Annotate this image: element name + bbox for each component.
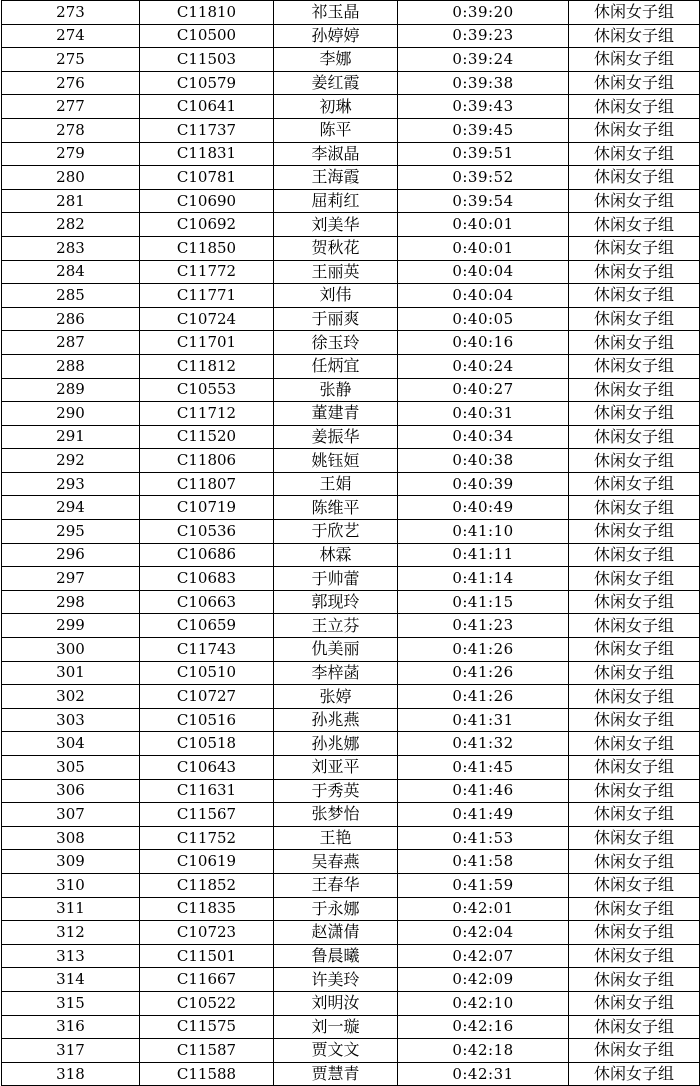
rank-cell: 302: [2, 685, 140, 709]
bib-number-cell: C10518: [140, 732, 274, 756]
finish-time-cell: 0:39:51: [398, 142, 569, 166]
group-cell: 休闲女子组: [569, 826, 700, 850]
table-row: [2, 1039, 700, 1063]
bib-number-cell: C11806: [140, 449, 274, 473]
table-row: [2, 189, 700, 213]
rank-cell: 318: [2, 1062, 140, 1086]
group-cell: 休闲女子组: [569, 71, 700, 95]
finish-time-cell: 0:40:01: [398, 213, 569, 237]
rank-cell: 297: [2, 567, 140, 591]
finish-time-cell: 0:41:14: [398, 567, 569, 591]
bib-number-cell: C11567: [140, 803, 274, 827]
rank-cell: 314: [2, 968, 140, 992]
group-cell: 休闲女子组: [569, 590, 700, 614]
rank-cell: 288: [2, 354, 140, 378]
group-cell: 休闲女子组: [569, 921, 700, 945]
group-cell: 休闲女子组: [569, 284, 700, 308]
runner-name-cell: 徐玉玲: [274, 331, 398, 355]
bib-number-cell: C10723: [140, 921, 274, 945]
table-row: [2, 425, 700, 449]
table-row: [2, 1062, 700, 1086]
runner-name-cell: 仇美丽: [274, 638, 398, 662]
group-cell: 休闲女子组: [569, 260, 700, 284]
runner-name-cell: 姜红霞: [274, 71, 398, 95]
bib-number-cell: C10553: [140, 378, 274, 402]
rank-cell: 280: [2, 166, 140, 190]
group-cell: 休闲女子组: [569, 48, 700, 72]
table-row: [2, 1015, 700, 1039]
runner-name-cell: 陈平: [274, 118, 398, 142]
bib-number-cell: C11771: [140, 284, 274, 308]
bib-number-cell: C11743: [140, 638, 274, 662]
bib-number-cell: C11520: [140, 425, 274, 449]
bib-number-cell: C10781: [140, 166, 274, 190]
runner-name-cell: 贺秋花: [274, 236, 398, 260]
rank-cell: 315: [2, 991, 140, 1015]
rank-cell: 276: [2, 71, 140, 95]
bib-number-cell: C10510: [140, 661, 274, 685]
finish-time-cell: 0:39:52: [398, 166, 569, 190]
bib-number-cell: C10516: [140, 708, 274, 732]
runner-name-cell: 王丽英: [274, 260, 398, 284]
group-cell: 休闲女子组: [569, 567, 700, 591]
runner-name-cell: 刘伟: [274, 284, 398, 308]
runner-name-cell: 于秀英: [274, 779, 398, 803]
finish-time-cell: 0:40:04: [398, 284, 569, 308]
table-row: [2, 968, 700, 992]
group-cell: 休闲女子组: [569, 449, 700, 473]
rank-cell: 284: [2, 260, 140, 284]
runner-name-cell: 李梓菡: [274, 661, 398, 685]
runner-name-cell: 吴春燕: [274, 850, 398, 874]
bib-number-cell: C11772: [140, 260, 274, 284]
table-row: [2, 826, 700, 850]
group-cell: 休闲女子组: [569, 968, 700, 992]
table-row: [2, 803, 700, 827]
finish-time-cell: 0:39:38: [398, 71, 569, 95]
table-row: [2, 378, 700, 402]
table-row: [2, 118, 700, 142]
bib-number-cell: C10643: [140, 756, 274, 780]
rank-cell: 293: [2, 472, 140, 496]
group-cell: 休闲女子组: [569, 354, 700, 378]
table-row: [2, 873, 700, 897]
finish-time-cell: 0:42:07: [398, 944, 569, 968]
group-cell: 休闲女子组: [569, 189, 700, 213]
group-cell: 休闲女子组: [569, 307, 700, 331]
bib-number-cell: C11701: [140, 331, 274, 355]
group-cell: 休闲女子组: [569, 1039, 700, 1063]
results-table-body: [2, 1, 700, 1086]
finish-time-cell: 0:42:18: [398, 1039, 569, 1063]
table-row: [2, 567, 700, 591]
table-row: [2, 897, 700, 921]
bib-number-cell: C10641: [140, 95, 274, 119]
group-cell: 休闲女子组: [569, 236, 700, 260]
finish-time-cell: 0:39:23: [398, 24, 569, 48]
rank-cell: 301: [2, 661, 140, 685]
finish-time-cell: 0:41:26: [398, 685, 569, 709]
table-row: [2, 614, 700, 638]
bib-number-cell: C11712: [140, 402, 274, 426]
bib-number-cell: C10659: [140, 614, 274, 638]
finish-time-cell: 0:42:16: [398, 1015, 569, 1039]
runner-name-cell: 郭现玲: [274, 590, 398, 614]
table-row: [2, 779, 700, 803]
rank-cell: 282: [2, 213, 140, 237]
finish-time-cell: 0:41:23: [398, 614, 569, 638]
table-row: [2, 685, 700, 709]
runner-name-cell: 刘美华: [274, 213, 398, 237]
runner-name-cell: 贾文文: [274, 1039, 398, 1063]
rank-cell: 317: [2, 1039, 140, 1063]
runner-name-cell: 陈维平: [274, 496, 398, 520]
rank-cell: 316: [2, 1015, 140, 1039]
group-cell: 休闲女子组: [569, 331, 700, 355]
runner-name-cell: 贾慧青: [274, 1062, 398, 1086]
group-cell: 休闲女子组: [569, 803, 700, 827]
table-row: [2, 449, 700, 473]
group-cell: 休闲女子组: [569, 472, 700, 496]
runner-name-cell: 初琳: [274, 95, 398, 119]
bib-number-cell: C11503: [140, 48, 274, 72]
rank-cell: 279: [2, 142, 140, 166]
finish-time-cell: 0:40:34: [398, 425, 569, 449]
rank-cell: 298: [2, 590, 140, 614]
rank-cell: 278: [2, 118, 140, 142]
group-cell: 休闲女子组: [569, 425, 700, 449]
bib-number-cell: C10692: [140, 213, 274, 237]
runner-name-cell: 张静: [274, 378, 398, 402]
rank-cell: 273: [2, 1, 140, 25]
bib-number-cell: C10724: [140, 307, 274, 331]
finish-time-cell: 0:41:10: [398, 520, 569, 544]
runner-name-cell: 于永娜: [274, 897, 398, 921]
group-cell: 休闲女子组: [569, 756, 700, 780]
finish-time-cell: 0:41:26: [398, 638, 569, 662]
table-row: [2, 142, 700, 166]
table-row: [2, 71, 700, 95]
table-row: [2, 520, 700, 544]
group-cell: 休闲女子组: [569, 402, 700, 426]
table-row: [2, 236, 700, 260]
group-cell: 休闲女子组: [569, 661, 700, 685]
runner-name-cell: 姚钰姮: [274, 449, 398, 473]
bib-number-cell: C10663: [140, 590, 274, 614]
rank-cell: 310: [2, 873, 140, 897]
runner-name-cell: 刘一璇: [274, 1015, 398, 1039]
rank-cell: 303: [2, 708, 140, 732]
rank-cell: 295: [2, 520, 140, 544]
group-cell: 休闲女子组: [569, 944, 700, 968]
table-row: [2, 1, 700, 25]
rank-cell: 309: [2, 850, 140, 874]
table-row: [2, 732, 700, 756]
finish-time-cell: 0:39:20: [398, 1, 569, 25]
finish-time-cell: 0:40:49: [398, 496, 569, 520]
finish-time-cell: 0:40:27: [398, 378, 569, 402]
finish-time-cell: 0:42:09: [398, 968, 569, 992]
group-cell: 休闲女子组: [569, 1, 700, 25]
results-table: [1, 0, 700, 1086]
group-cell: 休闲女子组: [569, 543, 700, 567]
group-cell: 休闲女子组: [569, 24, 700, 48]
table-row: [2, 472, 700, 496]
finish-time-cell: 0:40:04: [398, 260, 569, 284]
finish-time-cell: 0:41:15: [398, 590, 569, 614]
bib-number-cell: C11501: [140, 944, 274, 968]
runner-name-cell: 孙兆娜: [274, 732, 398, 756]
rank-cell: 283: [2, 236, 140, 260]
rank-cell: 291: [2, 425, 140, 449]
runner-name-cell: 于帅蕾: [274, 567, 398, 591]
rank-cell: 290: [2, 402, 140, 426]
finish-time-cell: 0:41:31: [398, 708, 569, 732]
runner-name-cell: 王春华: [274, 873, 398, 897]
table-row: [2, 543, 700, 567]
table-row: [2, 48, 700, 72]
finish-time-cell: 0:41:11: [398, 543, 569, 567]
table-row: [2, 661, 700, 685]
bib-number-cell: C10579: [140, 71, 274, 95]
rank-cell: 305: [2, 756, 140, 780]
runner-name-cell: 李淑晶: [274, 142, 398, 166]
bib-number-cell: C11588: [140, 1062, 274, 1086]
group-cell: 休闲女子组: [569, 991, 700, 1015]
runner-name-cell: 张梦怡: [274, 803, 398, 827]
bib-number-cell: C10686: [140, 543, 274, 567]
group-cell: 休闲女子组: [569, 897, 700, 921]
finish-time-cell: 0:39:54: [398, 189, 569, 213]
group-cell: 休闲女子组: [569, 685, 700, 709]
bib-number-cell: C10690: [140, 189, 274, 213]
rank-cell: 285: [2, 284, 140, 308]
finish-time-cell: 0:42:10: [398, 991, 569, 1015]
table-row: [2, 166, 700, 190]
bib-number-cell: C10719: [140, 496, 274, 520]
runner-name-cell: 王艳: [274, 826, 398, 850]
table-row: [2, 496, 700, 520]
rank-cell: 308: [2, 826, 140, 850]
bib-number-cell: C11812: [140, 354, 274, 378]
group-cell: 休闲女子组: [569, 118, 700, 142]
group-cell: 休闲女子组: [569, 873, 700, 897]
table-row: [2, 24, 700, 48]
finish-time-cell: 0:39:24: [398, 48, 569, 72]
runner-name-cell: 王娟: [274, 472, 398, 496]
group-cell: 休闲女子组: [569, 378, 700, 402]
group-cell: 休闲女子组: [569, 142, 700, 166]
bib-number-cell: C11575: [140, 1015, 274, 1039]
rank-cell: 307: [2, 803, 140, 827]
finish-time-cell: 0:41:32: [398, 732, 569, 756]
runner-name-cell: 祁玉晶: [274, 1, 398, 25]
finish-time-cell: 0:42:31: [398, 1062, 569, 1086]
finish-time-cell: 0:40:01: [398, 236, 569, 260]
runner-name-cell: 王海霞: [274, 166, 398, 190]
bib-number-cell: C10522: [140, 991, 274, 1015]
group-cell: 休闲女子组: [569, 732, 700, 756]
bib-number-cell: C11831: [140, 142, 274, 166]
runner-name-cell: 鲁晨曦: [274, 944, 398, 968]
finish-time-cell: 0:40:16: [398, 331, 569, 355]
rank-cell: 296: [2, 543, 140, 567]
runner-name-cell: 孙婷婷: [274, 24, 398, 48]
bib-number-cell: C11667: [140, 968, 274, 992]
runner-name-cell: 董建青: [274, 402, 398, 426]
bib-number-cell: C10536: [140, 520, 274, 544]
table-row: [2, 95, 700, 119]
runner-name-cell: 张婷: [274, 685, 398, 709]
finish-time-cell: 0:40:38: [398, 449, 569, 473]
table-row: [2, 284, 700, 308]
group-cell: 休闲女子组: [569, 213, 700, 237]
runner-name-cell: 李娜: [274, 48, 398, 72]
bib-number-cell: C11807: [140, 472, 274, 496]
rank-cell: 287: [2, 331, 140, 355]
finish-time-cell: 0:42:01: [398, 897, 569, 921]
finish-time-cell: 0:40:05: [398, 307, 569, 331]
finish-time-cell: 0:40:39: [398, 472, 569, 496]
table-row: [2, 307, 700, 331]
rank-cell: 277: [2, 95, 140, 119]
rank-cell: 289: [2, 378, 140, 402]
table-row: [2, 850, 700, 874]
finish-time-cell: 0:41:45: [398, 756, 569, 780]
table-row: [2, 354, 700, 378]
runner-name-cell: 于丽爽: [274, 307, 398, 331]
group-cell: 休闲女子组: [569, 614, 700, 638]
group-cell: 休闲女子组: [569, 520, 700, 544]
rank-cell: 306: [2, 779, 140, 803]
table-row: [2, 213, 700, 237]
bib-number-cell: C11587: [140, 1039, 274, 1063]
bib-number-cell: C10727: [140, 685, 274, 709]
runner-name-cell: 林霖: [274, 543, 398, 567]
rank-cell: 311: [2, 897, 140, 921]
finish-time-cell: 0:41:26: [398, 661, 569, 685]
runner-name-cell: 王立芬: [274, 614, 398, 638]
bib-number-cell: C11835: [140, 897, 274, 921]
runner-name-cell: 许美玲: [274, 968, 398, 992]
bib-number-cell: C11737: [140, 118, 274, 142]
bib-number-cell: C11631: [140, 779, 274, 803]
table-row: [2, 638, 700, 662]
rank-cell: 274: [2, 24, 140, 48]
bib-number-cell: C11850: [140, 236, 274, 260]
group-cell: 休闲女子组: [569, 1062, 700, 1086]
finish-time-cell: 0:42:04: [398, 921, 569, 945]
bib-number-cell: C11852: [140, 873, 274, 897]
table-row: [2, 260, 700, 284]
group-cell: 休闲女子组: [569, 779, 700, 803]
runner-name-cell: 刘亚平: [274, 756, 398, 780]
finish-time-cell: 0:41:58: [398, 850, 569, 874]
finish-time-cell: 0:39:45: [398, 118, 569, 142]
table-row: [2, 590, 700, 614]
finish-time-cell: 0:41:46: [398, 779, 569, 803]
table-row: [2, 402, 700, 426]
runner-name-cell: 屈莉红: [274, 189, 398, 213]
group-cell: 休闲女子组: [569, 95, 700, 119]
runner-name-cell: 孙兆燕: [274, 708, 398, 732]
group-cell: 休闲女子组: [569, 1015, 700, 1039]
rank-cell: 300: [2, 638, 140, 662]
finish-time-cell: 0:39:43: [398, 95, 569, 119]
group-cell: 休闲女子组: [569, 166, 700, 190]
bib-number-cell: C11810: [140, 1, 274, 25]
bib-number-cell: C10619: [140, 850, 274, 874]
runner-name-cell: 刘明汝: [274, 991, 398, 1015]
finish-time-cell: 0:41:53: [398, 826, 569, 850]
group-cell: 休闲女子组: [569, 708, 700, 732]
rank-cell: 313: [2, 944, 140, 968]
table-row: [2, 756, 700, 780]
rank-cell: 281: [2, 189, 140, 213]
rank-cell: 292: [2, 449, 140, 473]
rank-cell: 304: [2, 732, 140, 756]
runner-name-cell: 姜振华: [274, 425, 398, 449]
runner-name-cell: 任炳宜: [274, 354, 398, 378]
table-row: [2, 921, 700, 945]
rank-cell: 312: [2, 921, 140, 945]
runner-name-cell: 赵潇倩: [274, 921, 398, 945]
bib-number-cell: C11752: [140, 826, 274, 850]
finish-time-cell: 0:40:31: [398, 402, 569, 426]
finish-time-cell: 0:40:24: [398, 354, 569, 378]
group-cell: 休闲女子组: [569, 638, 700, 662]
bib-number-cell: C10683: [140, 567, 274, 591]
table-row: [2, 708, 700, 732]
rank-cell: 294: [2, 496, 140, 520]
group-cell: 休闲女子组: [569, 496, 700, 520]
bib-number-cell: C10500: [140, 24, 274, 48]
rank-cell: 286: [2, 307, 140, 331]
table-row: [2, 331, 700, 355]
rank-cell: 275: [2, 48, 140, 72]
group-cell: 休闲女子组: [569, 850, 700, 874]
table-row: [2, 944, 700, 968]
table-row: [2, 991, 700, 1015]
runner-name-cell: 于欣艺: [274, 520, 398, 544]
finish-time-cell: 0:41:59: [398, 873, 569, 897]
rank-cell: 299: [2, 614, 140, 638]
finish-time-cell: 0:41:49: [398, 803, 569, 827]
